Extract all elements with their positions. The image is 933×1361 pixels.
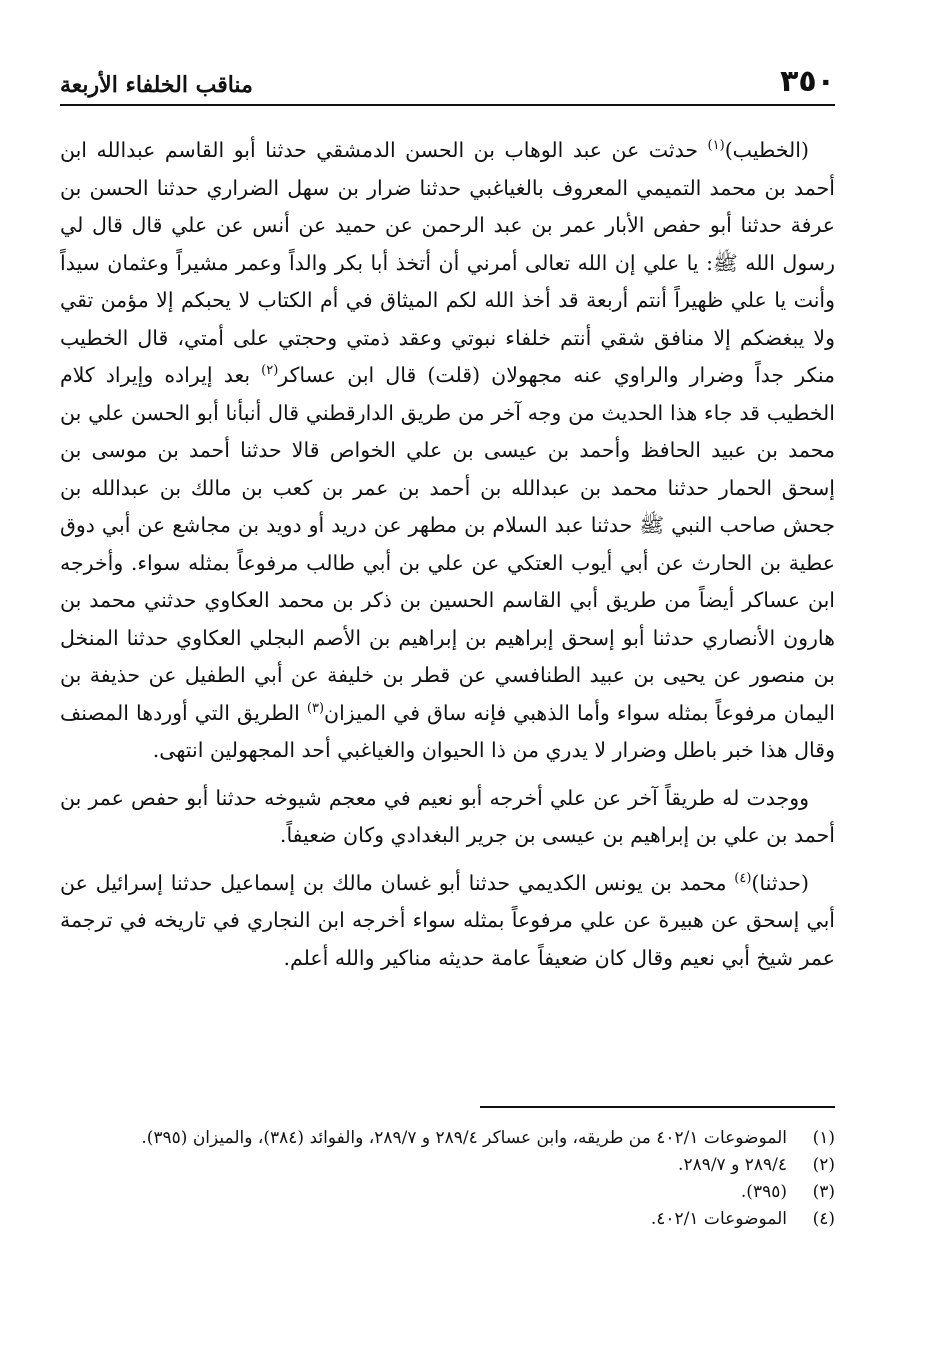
footnote-text: الموضوعات ٤٠٢/١. — [650, 1209, 787, 1229]
footnotes — [60, 1125, 835, 1233]
text-segment: بعد إيراده وإيراد كلام الخطيب قد جاء هذا الحديث من وجه آخر من طريق الدارقطني قال أنبأنا أبو الحسن علي بن محمد بن عبيد الحافظ وأحمد بن عيسى بن علي الخواص قالا حدثنا أحمد بن موسى بن إسحق الحمار حدثنا محمد بن عبدالله بن أحمد بن عمر بن كعب بن مالك بن عبدالله بن جحش صاحب النبي ﷺ حدثنا عبد السلام بن مطهر عن دريد أو دويد بن مجاشع عن أبي دوق عطية بن الحارث عن أبي أيوب العتكي عن علي بن أبي طالب مرفوعاً بمثله سواء. وأخرجه ابن عساكر أيضاً من طريق أبي القاسم الحسين بن ذكر بن محمد العكاوي حدثني محمد بن هارون الأنصاري حدثنا أبو إسحق إبراهيم بن إبراهيم بن الأصم البجلي العكاوي حدثنا المنخل بن منصور عن يحيى بن عبيد الطنافسي عن قطر بن خليفة عن أبي الطفيل عن حذيفة بن اليمان مرفوعاً بمثله سواء وأما الذهبي فإنه ساق في الميزان — [60, 363, 835, 725]
footnote-item — [60, 1206, 835, 1233]
text-segment: محمد بن يونس الكديمي حدثنا أبو غسان مالك بن إسماعيل حدثنا إسرائيل عن أبي إسحق عن هبيرة عن علي مرفوعاً بمثله سواء أخرجه ابن النجاري في تاريخه في ترجمة عمر شيخ أبي نعيم وقال كان ضعيفاً عامة حديثه مناكير والله أعلم. — [60, 870, 835, 970]
footnote-ref: (١) — [707, 138, 725, 154]
footnote-number: (٤) — [812, 1209, 835, 1229]
paragraph-3 — [60, 865, 835, 978]
footnote-item — [60, 1179, 835, 1206]
footnote-text: الموضوعات ٤٠٢/١ من طريقه، وابن عساكر ٢٨٩/٤ و ٢٨٩/٧، والفوائد (٣٨٤)، والميزان (٣٩٥). — [141, 1128, 787, 1148]
paragraph-1 — [60, 132, 835, 770]
footnote-number: (١) — [812, 1128, 835, 1148]
footnote-number: (٣) — [812, 1182, 835, 1202]
footnote-ref: (٤) — [734, 870, 752, 886]
page-number: ٣٥٠ — [780, 64, 835, 99]
text-segment: الطريق التي أوردها المصنف وقال هذا خبر باطل وضرار لا يدري من ذا الحيوان والغياغبي أحد المجهولين انتهى. — [60, 700, 835, 762]
footnote-item — [60, 1125, 835, 1152]
paragraph-2 — [60, 780, 835, 855]
footnote-ref: (٢) — [261, 363, 279, 379]
text-segment: (الخطيب) — [724, 138, 809, 162]
footnote-number: (٢) — [812, 1155, 835, 1175]
page-header — [60, 62, 835, 106]
running-title: مناقب الخلفاء الأربعة — [60, 72, 253, 98]
footnote-ref: (٣) — [306, 700, 325, 716]
text-segment: (حدثنا) — [751, 870, 809, 895]
footnote-text: (٣٩٥). — [740, 1182, 787, 1202]
text-segment: حدثت عن عبد الوهاب بن الحسن الدمشقي حدثنا أبو القاسم عبدالله ابن أحمد بن محمد التميمي المعروف بالغياغبي حدثنا ضرار بن سهل الضراري حدثنا الحسن بن عرفة حدثنا أبو حفص الأبار عمر بن عبد الرحمن عن حميد عن أنس عن علي قال قال لي رسول الله ﷺ: يا علي إن الله تعالى أمرني أن أتخذ أبا بكر والداً وعمر مشيراً وعثمان سيداً وأنت يا علي ظهيراً أنتم أربعة قد أخذ الله لكم الميثاق في أم الكتاب لا يحبكم إلا مؤمن تقي ولا يبغضكم إلا منافق شقي أنتم خلفاء نبوتي وعقد ذمتي وحجتي على أمتي، قال الخطيب منكر جداً وضرار والراوي عنه مجهولان (قلت) قال ابن عساكر — [60, 138, 835, 387]
text-segment: ووجدت له طريقاً آخر عن علي أخرجه أبو نعيم في معجم شيوخه حدثنا أبو حفص عمر بن أحمد بن علي بن إبراهيم بن عيسى بن جرير البغدادي وكان ضعيفاً. — [60, 785, 835, 847]
footnote-separator — [480, 1106, 835, 1108]
footnote-item — [60, 1152, 835, 1179]
main-text — [60, 132, 835, 977]
footnote-text: ٢٨٩/٤ و ٢٨٩/٧. — [678, 1155, 787, 1175]
